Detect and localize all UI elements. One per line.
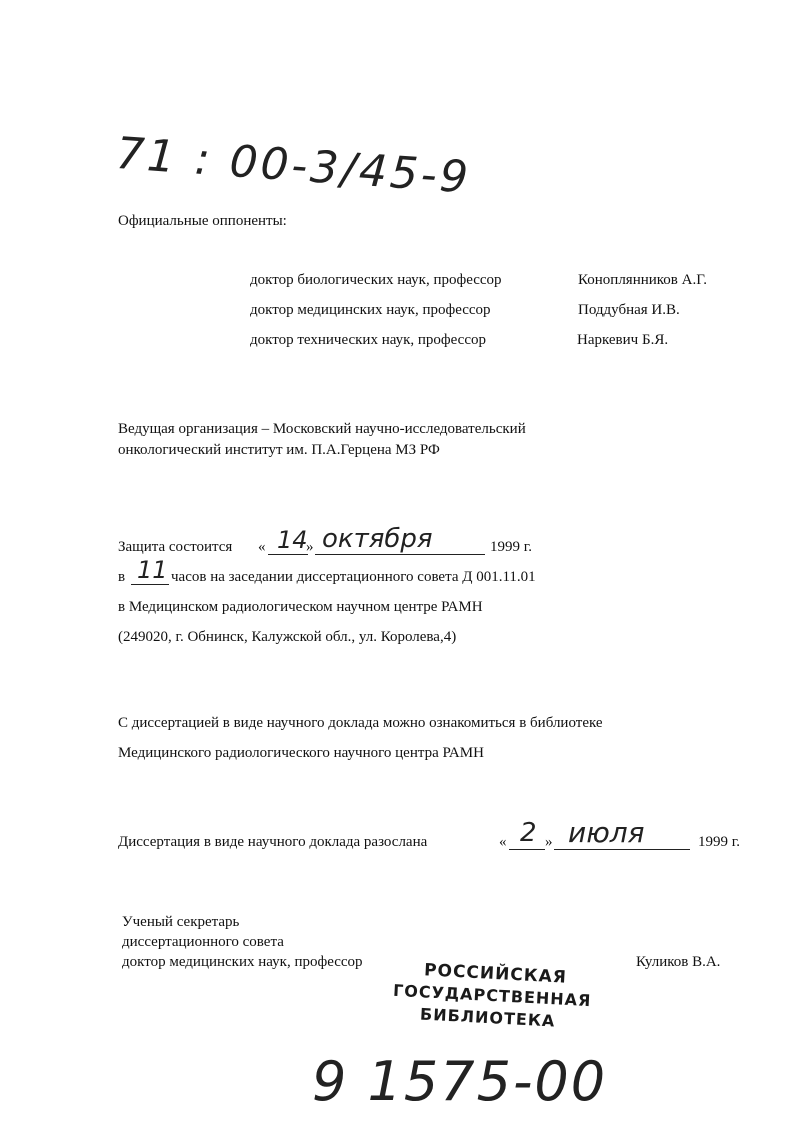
archive-number: 71 : 00-3/45-9 <box>114 128 473 204</box>
library-stamp-line-3: БИБЛИОТЕКА <box>419 1004 556 1031</box>
opponent-title-2: доктор медицинских наук, профессор <box>250 302 491 318</box>
secretary-line-2: диссертационного совета <box>122 934 284 950</box>
secretary-line-3: доктор медицинских наук, профессор <box>122 954 363 970</box>
opponent-name-2: Поддубная И.В. <box>578 302 680 318</box>
dispatch-prefix: Диссертация в виде научного доклада разослана <box>118 834 428 850</box>
secretary-line-1: Ученый секретарь <box>122 914 240 930</box>
defense-hour-prefix: в <box>118 569 126 585</box>
library-stamp-line-2: ГОСУДАРСТВЕННАЯ <box>392 980 592 1011</box>
opponent-name-1: Коноплянников А.Г. <box>578 272 707 288</box>
defense-day: 14 <box>277 526 308 554</box>
defense-venue: в Медицинском радиологическом научном центре РАМН <box>118 599 483 615</box>
library-stamp-line-1: РОССИЙСКАЯ <box>423 960 568 988</box>
library-line-1: С диссертацией в виде научного доклада можно ознакомиться в библиотеке <box>118 715 603 731</box>
defense-hour-rest: часов на заседании диссертационного совета Д 001.11.01 <box>171 569 536 585</box>
defense-prefix: Защита состоится <box>118 539 233 555</box>
defense-day-underline <box>268 554 308 555</box>
leading-org-line-1: Ведущая организация – Московский научно-исследовательский <box>118 421 526 437</box>
dispatch-quote-open: « <box>499 834 507 850</box>
dispatch-month-underline <box>554 849 690 850</box>
library-line-2: Медицинского радиологического научного центра РАМН <box>118 745 484 761</box>
opponent-name-3: Наркевич Б.Я. <box>577 332 669 348</box>
defense-month-underline <box>315 554 485 555</box>
defense-hour-underline <box>131 584 169 585</box>
dispatch-month: июля <box>568 816 645 849</box>
inventory-number: 9 1575-00 <box>312 1050 608 1113</box>
defense-year: 1999 г. <box>490 539 532 555</box>
dispatch-year: 1999 г. <box>698 834 740 850</box>
secretary-name: Куликов В.А. <box>636 954 721 970</box>
dispatch-day-underline <box>509 849 545 850</box>
dispatch-quote-close: » <box>545 834 553 850</box>
defense-address: (249020, г. Обнинск, Калужской обл., ул. Королева,4) <box>118 629 457 645</box>
defense-month: октября <box>322 524 433 554</box>
leading-org-line-2: онкологический институт им. П.А.Герцена МЗ РФ <box>118 442 440 458</box>
opponent-title-3: доктор технических наук, профессор <box>250 332 487 348</box>
opponent-title-1: доктор биологических наук, профессор <box>250 272 502 288</box>
defense-hour: 11 <box>137 556 168 584</box>
defense-quote-open: « <box>258 539 266 555</box>
opponents-heading: Официальные оппоненты: <box>118 213 287 229</box>
dispatch-day: 2 <box>520 818 537 848</box>
defense-quote-close: » <box>306 539 314 555</box>
